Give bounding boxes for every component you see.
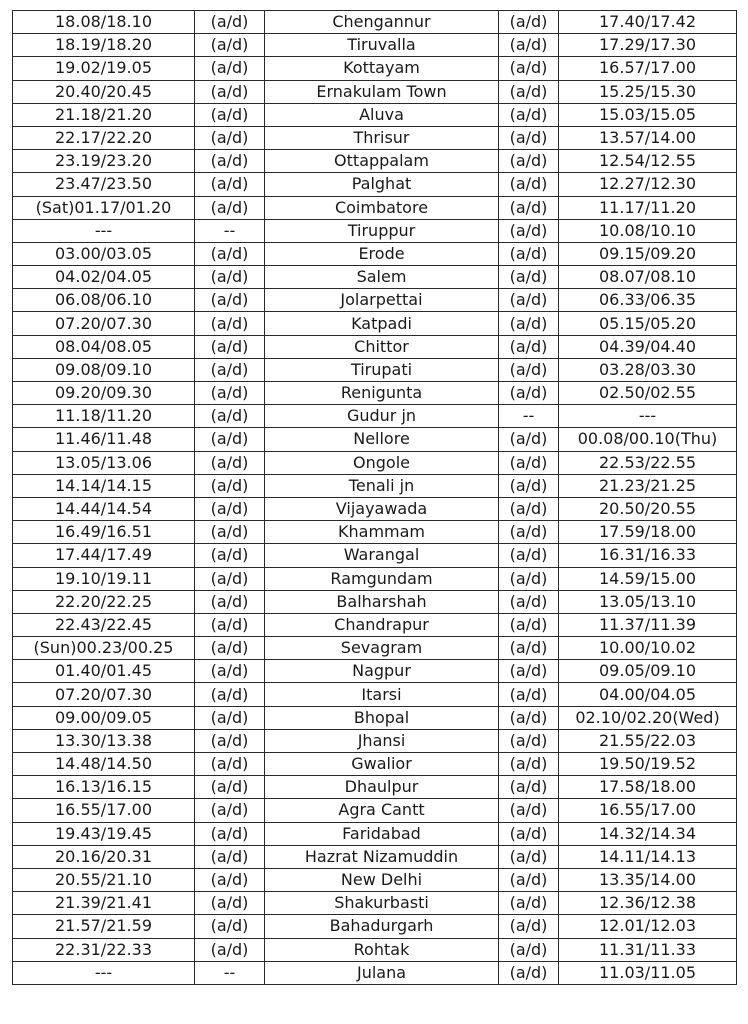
down-ad-cell: (a/d): [195, 915, 265, 938]
up-ad-cell: (a/d): [499, 729, 559, 752]
up-ad-cell: (a/d): [499, 544, 559, 567]
table-row: [13, 637, 737, 660]
up-time-cell: 04.39/04.40: [559, 335, 737, 358]
station-cell: Chengannur: [265, 11, 499, 34]
station-cell: Dhaulpur: [265, 776, 499, 799]
station-cell: Nellore: [265, 428, 499, 451]
up-time-cell: 15.03/15.05: [559, 103, 737, 126]
station-cell: Tiruvalla: [265, 34, 499, 57]
down-ad-cell: (a/d): [195, 544, 265, 567]
up-time-cell: 14.32/14.34: [559, 822, 737, 845]
station-cell: Bhopal: [265, 706, 499, 729]
up-time-cell: 12.54/12.55: [559, 150, 737, 173]
up-time-cell: 11.37/11.39: [559, 613, 737, 636]
down-time-cell: 11.18/11.20: [13, 405, 195, 428]
table-row: [13, 567, 737, 590]
up-ad-cell: (a/d): [499, 150, 559, 173]
down-time-cell: 20.40/20.45: [13, 80, 195, 103]
up-ad-cell: (a/d): [499, 613, 559, 636]
up-time-cell: 10.08/10.10: [559, 219, 737, 242]
up-time-cell: 21.23/21.25: [559, 474, 737, 497]
table-row: [13, 196, 737, 219]
up-time-cell: 09.05/09.10: [559, 660, 737, 683]
station-cell: Renigunta: [265, 382, 499, 405]
down-ad-cell: (a/d): [195, 150, 265, 173]
up-ad-cell: (a/d): [499, 34, 559, 57]
table-row: [13, 915, 737, 938]
down-ad-cell: (a/d): [195, 196, 265, 219]
up-time-cell: 14.11/14.13: [559, 845, 737, 868]
station-cell: Erode: [265, 242, 499, 265]
table-row: [13, 11, 737, 34]
station-cell: Palghat: [265, 173, 499, 196]
down-time-cell: 14.44/14.54: [13, 497, 195, 520]
table-row: [13, 57, 737, 80]
up-time-cell: 17.29/17.30: [559, 34, 737, 57]
up-time-cell: 00.08/00.10(Thu): [559, 428, 737, 451]
down-ad-cell: (a/d): [195, 497, 265, 520]
up-ad-cell: (a/d): [499, 799, 559, 822]
up-ad-cell: (a/d): [499, 451, 559, 474]
table-row: [13, 34, 737, 57]
down-ad-cell: (a/d): [195, 335, 265, 358]
up-ad-cell: (a/d): [499, 219, 559, 242]
station-cell: Jhansi: [265, 729, 499, 752]
station-cell: Tiruppur: [265, 219, 499, 242]
down-ad-cell: (a/d): [195, 312, 265, 335]
up-time-cell: 16.55/17.00: [559, 799, 737, 822]
station-cell: Jolarpettai: [265, 289, 499, 312]
up-time-cell: 12.27/12.30: [559, 173, 737, 196]
table-row: [13, 590, 737, 613]
up-ad-cell: (a/d): [499, 868, 559, 891]
station-cell: Aluva: [265, 103, 499, 126]
up-ad-cell: (a/d): [499, 497, 559, 520]
table-row: [13, 660, 737, 683]
up-time-cell: 13.57/14.00: [559, 126, 737, 149]
station-cell: Sevagram: [265, 637, 499, 660]
down-time-cell: 21.18/21.20: [13, 103, 195, 126]
down-ad-cell: (a/d): [195, 266, 265, 289]
up-ad-cell: (a/d): [499, 289, 559, 312]
down-ad-cell: (a/d): [195, 11, 265, 34]
table-row: [13, 474, 737, 497]
down-time-cell: 18.08/18.10: [13, 11, 195, 34]
station-cell: Warangal: [265, 544, 499, 567]
up-ad-cell: (a/d): [499, 938, 559, 961]
table-row: [13, 428, 737, 451]
down-time-cell: 11.46/11.48: [13, 428, 195, 451]
table-row: [13, 822, 737, 845]
down-ad-cell: (a/d): [195, 938, 265, 961]
down-ad-cell: (a/d): [195, 451, 265, 474]
station-cell: Nagpur: [265, 660, 499, 683]
table-row: [13, 706, 737, 729]
table-row: [13, 289, 737, 312]
station-cell: Agra Cantt: [265, 799, 499, 822]
up-ad-cell: (a/d): [499, 335, 559, 358]
up-time-cell: 17.59/18.00: [559, 521, 737, 544]
down-time-cell: (Sun)00.23/00.25: [13, 637, 195, 660]
station-cell: Faridabad: [265, 822, 499, 845]
down-time-cell: 06.08/06.10: [13, 289, 195, 312]
up-ad-cell: (a/d): [499, 776, 559, 799]
down-time-cell: 14.14/14.15: [13, 474, 195, 497]
down-ad-cell: (a/d): [195, 567, 265, 590]
station-cell: Tirupati: [265, 358, 499, 381]
train-timetable: [12, 10, 737, 985]
table-row: [13, 173, 737, 196]
table-row: [13, 242, 737, 265]
down-time-cell: 19.43/19.45: [13, 822, 195, 845]
station-cell: Itarsi: [265, 683, 499, 706]
down-time-cell: 18.19/18.20: [13, 34, 195, 57]
down-time-cell: 20.55/21.10: [13, 868, 195, 891]
down-time-cell: 09.08/09.10: [13, 358, 195, 381]
up-time-cell: 08.07/08.10: [559, 266, 737, 289]
up-time-cell: 02.10/02.20(Wed): [559, 706, 737, 729]
down-time-cell: 09.00/09.05: [13, 706, 195, 729]
station-cell: Salem: [265, 266, 499, 289]
table-row: [13, 868, 737, 891]
up-time-cell: 17.40/17.42: [559, 11, 737, 34]
station-cell: Vijayawada: [265, 497, 499, 520]
down-ad-cell: (a/d): [195, 80, 265, 103]
down-ad-cell: (a/d): [195, 358, 265, 381]
table-row: [13, 799, 737, 822]
up-ad-cell: (a/d): [499, 428, 559, 451]
table-row: [13, 126, 737, 149]
table-row: [13, 613, 737, 636]
up-ad-cell: --: [499, 405, 559, 428]
down-time-cell: 14.48/14.50: [13, 753, 195, 776]
table-row: [13, 544, 737, 567]
down-time-cell: 09.20/09.30: [13, 382, 195, 405]
down-time-cell: 16.55/17.00: [13, 799, 195, 822]
station-cell: Kottayam: [265, 57, 499, 80]
down-ad-cell: (a/d): [195, 822, 265, 845]
up-time-cell: 17.58/18.00: [559, 776, 737, 799]
station-cell: Julana: [265, 961, 499, 984]
down-ad-cell: (a/d): [195, 405, 265, 428]
down-time-cell: 22.43/22.45: [13, 613, 195, 636]
table-row: [13, 938, 737, 961]
table-row: [13, 335, 737, 358]
table-row: [13, 497, 737, 520]
down-ad-cell: (a/d): [195, 776, 265, 799]
up-ad-cell: (a/d): [499, 590, 559, 613]
table-row: [13, 382, 737, 405]
down-ad-cell: (a/d): [195, 521, 265, 544]
down-ad-cell: (a/d): [195, 729, 265, 752]
up-ad-cell: (a/d): [499, 961, 559, 984]
up-ad-cell: (a/d): [499, 822, 559, 845]
down-ad-cell: (a/d): [195, 57, 265, 80]
up-time-cell: 14.59/15.00: [559, 567, 737, 590]
table-row: [13, 521, 737, 544]
up-time-cell: 02.50/02.55: [559, 382, 737, 405]
up-time-cell: 09.15/09.20: [559, 242, 737, 265]
down-ad-cell: (a/d): [195, 428, 265, 451]
up-ad-cell: (a/d): [499, 474, 559, 497]
up-ad-cell: (a/d): [499, 80, 559, 103]
down-ad-cell: (a/d): [195, 753, 265, 776]
down-time-cell: 20.16/20.31: [13, 845, 195, 868]
down-ad-cell: (a/d): [195, 382, 265, 405]
down-time-cell: 16.49/16.51: [13, 521, 195, 544]
down-time-cell: 19.02/19.05: [13, 57, 195, 80]
down-ad-cell: (a/d): [195, 103, 265, 126]
down-ad-cell: (a/d): [195, 683, 265, 706]
up-ad-cell: (a/d): [499, 11, 559, 34]
down-time-cell: 22.31/22.33: [13, 938, 195, 961]
down-time-cell: 19.10/19.11: [13, 567, 195, 590]
down-time-cell: 07.20/07.30: [13, 683, 195, 706]
up-ad-cell: (a/d): [499, 706, 559, 729]
down-time-cell: 23.47/23.50: [13, 173, 195, 196]
up-ad-cell: (a/d): [499, 892, 559, 915]
station-cell: Gudur jn: [265, 405, 499, 428]
up-ad-cell: (a/d): [499, 358, 559, 381]
up-time-cell: 13.35/14.00: [559, 868, 737, 891]
table-row: [13, 405, 737, 428]
down-time-cell: 01.40/01.45: [13, 660, 195, 683]
station-cell: Katpadi: [265, 312, 499, 335]
station-cell: Shakurbasti: [265, 892, 499, 915]
up-time-cell: ---: [559, 405, 737, 428]
up-ad-cell: (a/d): [499, 103, 559, 126]
up-time-cell: 10.00/10.02: [559, 637, 737, 660]
up-ad-cell: (a/d): [499, 312, 559, 335]
down-time-cell: 04.02/04.05: [13, 266, 195, 289]
table-row: [13, 845, 737, 868]
table-row: [13, 683, 737, 706]
up-ad-cell: (a/d): [499, 845, 559, 868]
station-cell: Bahadurgarh: [265, 915, 499, 938]
up-time-cell: 21.55/22.03: [559, 729, 737, 752]
down-ad-cell: (a/d): [195, 845, 265, 868]
down-ad-cell: (a/d): [195, 660, 265, 683]
up-time-cell: 19.50/19.52: [559, 753, 737, 776]
table-row: [13, 776, 737, 799]
station-cell: Rohtak: [265, 938, 499, 961]
table-row: [13, 753, 737, 776]
up-ad-cell: (a/d): [499, 196, 559, 219]
down-time-cell: 17.44/17.49: [13, 544, 195, 567]
down-ad-cell: (a/d): [195, 474, 265, 497]
down-time-cell: ---: [13, 219, 195, 242]
table-row: [13, 451, 737, 474]
down-ad-cell: (a/d): [195, 799, 265, 822]
table-row: [13, 312, 737, 335]
up-time-cell: 20.50/20.55: [559, 497, 737, 520]
up-ad-cell: (a/d): [499, 567, 559, 590]
down-time-cell: ---: [13, 961, 195, 984]
station-cell: New Delhi: [265, 868, 499, 891]
down-ad-cell: --: [195, 961, 265, 984]
table-row: [13, 103, 737, 126]
up-ad-cell: (a/d): [499, 242, 559, 265]
up-time-cell: 03.28/03.30: [559, 358, 737, 381]
station-cell: Ramgundam: [265, 567, 499, 590]
up-ad-cell: (a/d): [499, 637, 559, 660]
table-row: [13, 892, 737, 915]
down-ad-cell: (a/d): [195, 892, 265, 915]
up-ad-cell: (a/d): [499, 173, 559, 196]
up-time-cell: 12.01/12.03: [559, 915, 737, 938]
up-time-cell: 11.31/11.33: [559, 938, 737, 961]
up-time-cell: 15.25/15.30: [559, 80, 737, 103]
up-ad-cell: (a/d): [499, 683, 559, 706]
down-time-cell: 21.57/21.59: [13, 915, 195, 938]
down-time-cell: 16.13/16.15: [13, 776, 195, 799]
station-cell: Ottappalam: [265, 150, 499, 173]
station-cell: Balharshah: [265, 590, 499, 613]
table-row: [13, 266, 737, 289]
up-ad-cell: (a/d): [499, 521, 559, 544]
up-time-cell: 06.33/06.35: [559, 289, 737, 312]
station-cell: Khammam: [265, 521, 499, 544]
down-ad-cell: (a/d): [195, 34, 265, 57]
up-time-cell: 12.36/12.38: [559, 892, 737, 915]
down-ad-cell: (a/d): [195, 706, 265, 729]
down-ad-cell: (a/d): [195, 173, 265, 196]
down-time-cell: 03.00/03.05: [13, 242, 195, 265]
up-ad-cell: (a/d): [499, 660, 559, 683]
table-row: [13, 80, 737, 103]
down-time-cell: (Sat)01.17/01.20: [13, 196, 195, 219]
station-cell: Hazrat Nizamuddin: [265, 845, 499, 868]
down-ad-cell: (a/d): [195, 289, 265, 312]
up-time-cell: 11.17/11.20: [559, 196, 737, 219]
up-time-cell: 16.31/16.33: [559, 544, 737, 567]
up-ad-cell: (a/d): [499, 266, 559, 289]
down-ad-cell: (a/d): [195, 613, 265, 636]
up-ad-cell: (a/d): [499, 753, 559, 776]
station-cell: Thrisur: [265, 126, 499, 149]
down-ad-cell: (a/d): [195, 637, 265, 660]
station-cell: Tenali jn: [265, 474, 499, 497]
timetable-body: [13, 11, 737, 985]
down-time-cell: 23.19/23.20: [13, 150, 195, 173]
up-ad-cell: (a/d): [499, 126, 559, 149]
down-time-cell: 13.30/13.38: [13, 729, 195, 752]
up-time-cell: 05.15/05.20: [559, 312, 737, 335]
up-time-cell: 04.00/04.05: [559, 683, 737, 706]
station-cell: Ongole: [265, 451, 499, 474]
station-cell: Chittor: [265, 335, 499, 358]
down-ad-cell: (a/d): [195, 590, 265, 613]
down-time-cell: 08.04/08.05: [13, 335, 195, 358]
down-ad-cell: --: [195, 219, 265, 242]
station-cell: Chandrapur: [265, 613, 499, 636]
down-ad-cell: (a/d): [195, 868, 265, 891]
up-ad-cell: (a/d): [499, 915, 559, 938]
up-time-cell: 16.57/17.00: [559, 57, 737, 80]
down-ad-cell: (a/d): [195, 242, 265, 265]
down-time-cell: 07.20/07.30: [13, 312, 195, 335]
table-row: [13, 729, 737, 752]
table-row: [13, 358, 737, 381]
down-time-cell: 22.17/22.20: [13, 126, 195, 149]
down-time-cell: 22.20/22.25: [13, 590, 195, 613]
down-ad-cell: (a/d): [195, 126, 265, 149]
station-cell: Ernakulam Town: [265, 80, 499, 103]
station-cell: Coimbatore: [265, 196, 499, 219]
up-ad-cell: (a/d): [499, 57, 559, 80]
up-time-cell: 11.03/11.05: [559, 961, 737, 984]
down-time-cell: 21.39/21.41: [13, 892, 195, 915]
table-row: [13, 961, 737, 984]
down-time-cell: 13.05/13.06: [13, 451, 195, 474]
station-cell: Gwalior: [265, 753, 499, 776]
table-row: [13, 150, 737, 173]
up-time-cell: 22.53/22.55: [559, 451, 737, 474]
up-time-cell: 13.05/13.10: [559, 590, 737, 613]
up-ad-cell: (a/d): [499, 382, 559, 405]
table-row: [13, 219, 737, 242]
